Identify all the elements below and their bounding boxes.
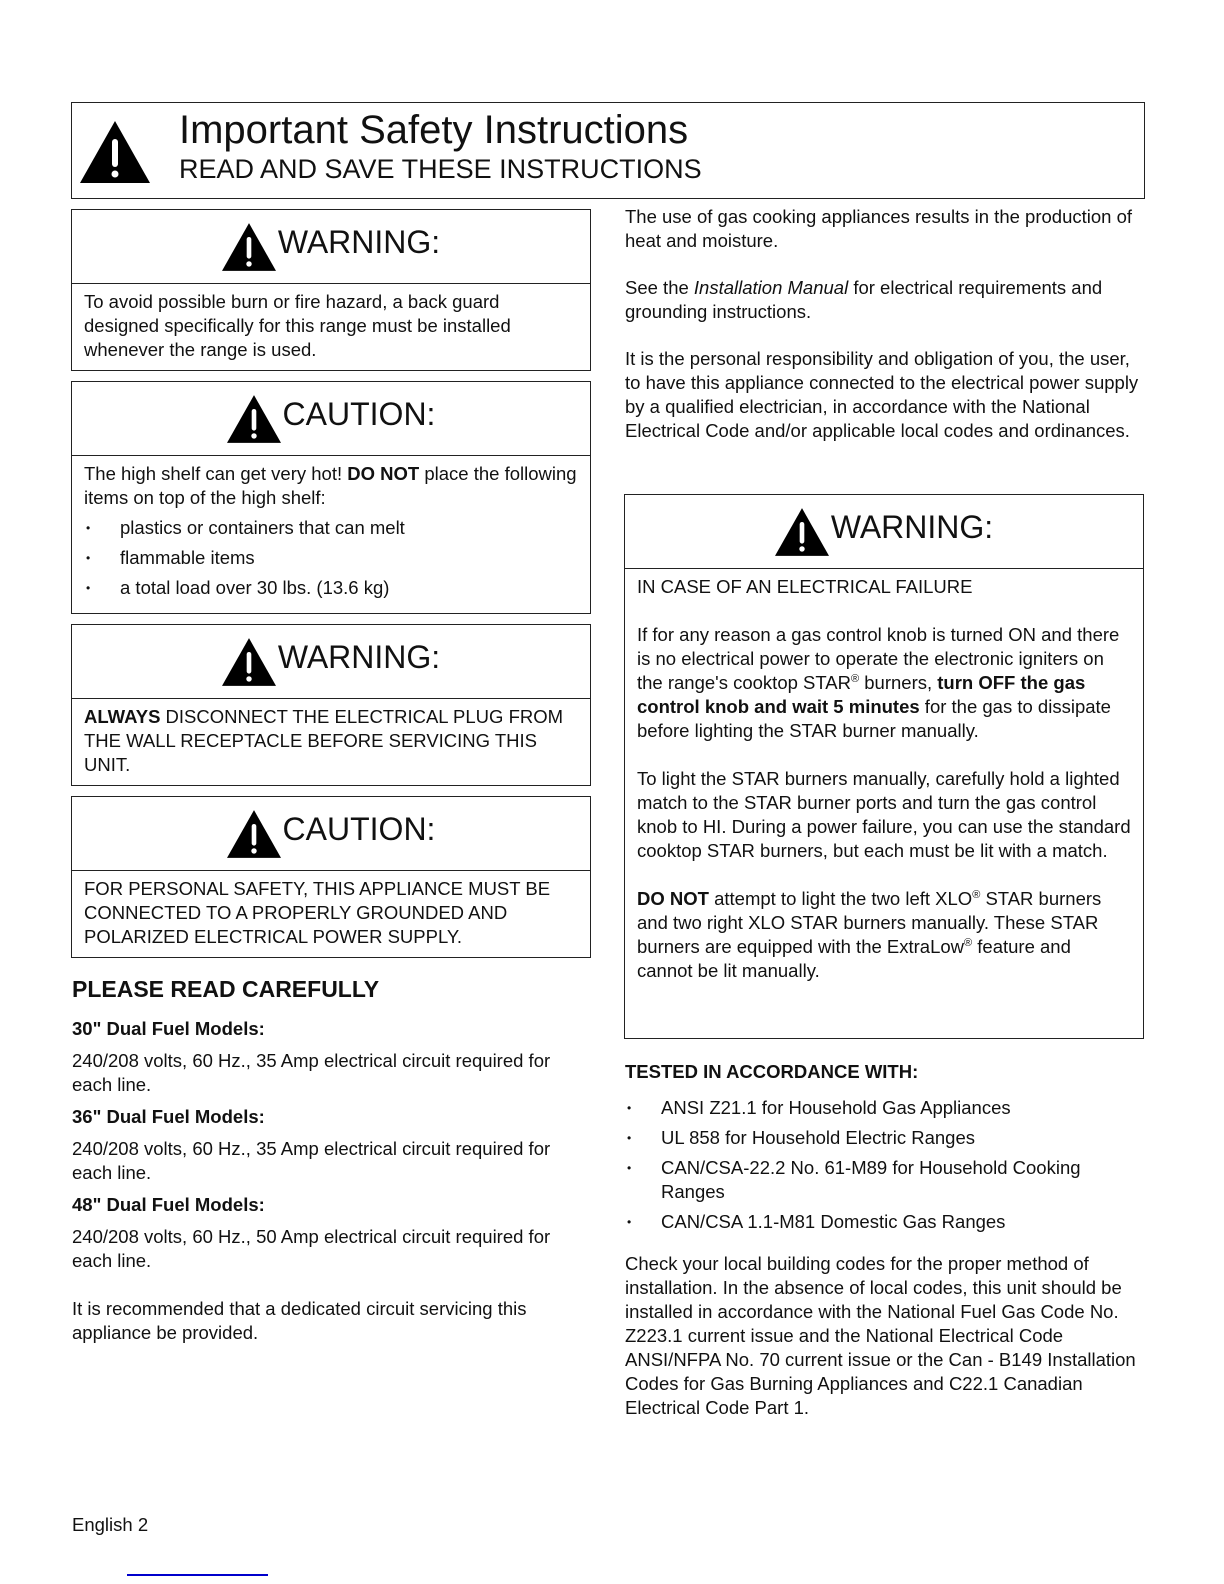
- paragraph: It is the personal responsibility and obligation of you, the user, to have this appliance connected to the electrical power supply by a qualified electrician, in accordance with the National Electrical Code and/or applicable local codes and ordinances.: [625, 348, 1139, 441]
- header-box: [71, 102, 1145, 199]
- standards-list: [625, 1096, 1145, 1234]
- caution-label: CAUTION:: [282, 395, 436, 432]
- list-item: • plastics or containers that can melt: [84, 516, 578, 540]
- warning-triangle-icon: [227, 809, 281, 859]
- list-item: • CAN/CSA-22.2 No. 61-M89 for Household Cooking Ranges: [625, 1156, 1145, 1204]
- caution-text: The high shelf can get very hot! DO NOT place the following items on top of the high shelf:: [84, 463, 577, 508]
- warning-text: To avoid possible burn or fire hazard, a back guard designed specifically for this range must be installed whenever the range is used.: [84, 291, 511, 360]
- warning-label: WARNING:: [830, 508, 994, 545]
- warning-box-disconnect: [71, 624, 591, 786]
- caution-text: FOR PERSONAL SAFETY, THIS APPLIANCE MUST BE CONNECTED TO A PROPERLY GROUNDED AND POLARIZED ELECTRICAL POWER SUPPLY.: [84, 878, 551, 947]
- model-title: 30" Dual Fuel Models:: [72, 1018, 265, 1039]
- section-heading: TESTED IN ACCORDANCE WITH:: [625, 1061, 919, 1082]
- list-item: • flammable items: [84, 546, 578, 570]
- recommendation-text: It is recommended that a dedicated circuit servicing this appliance be provided.: [72, 1298, 527, 1343]
- warning-triangle-icon: [222, 222, 276, 272]
- caution-list: [84, 516, 578, 600]
- page-subtitle: READ AND SAVE THESE INSTRUCTIONS: [179, 154, 702, 184]
- warning-triangle-icon: [775, 507, 829, 557]
- caution-box-grounding: [71, 796, 591, 958]
- list-item: • CAN/CSA 1.1-M81 Domestic Gas Ranges: [625, 1210, 1145, 1234]
- warning-box-electrical-failure: [624, 494, 1144, 1039]
- warning-label: WARNING:: [277, 223, 441, 260]
- please-read-section: [72, 975, 592, 1345]
- right-intro: [625, 205, 1145, 443]
- caution-label: CAUTION:: [282, 810, 436, 847]
- list-item: • UL 858 for Household Electric Ranges: [625, 1126, 1145, 1150]
- paragraph: To light the STAR burners manually, carefully hold a lighted match to the STAR burner ports and turn the gas control knob to HI. During a power failure, you can use the standard cooktop STAR burners, but each must be lit with a match.: [637, 768, 1131, 861]
- footer-rule: [127, 1574, 268, 1576]
- warning-triangle-icon: [222, 637, 276, 687]
- closing-paragraph: Check your local building codes for the proper method of installation. In the absence of local codes, this unit should be installed in accordance with the National Fuel Gas Code No. Z223.1 current issue and the National Electrical Code ANSI/NFPA No. 70 current issue or the Can - B149 Installation Codes for Gas Burning Appliances and C22.1 Canadian Electrical Code Part 1.: [625, 1253, 1136, 1418]
- model-title: 48" Dual Fuel Models:: [72, 1194, 265, 1215]
- warning-triangle-icon: [80, 121, 150, 183]
- warning-heading: IN CASE OF AN ELECTRICAL FAILURE: [637, 576, 973, 597]
- list-item: • a total load over 30 lbs. (13.6 kg): [84, 576, 578, 600]
- warning-box-back-guard: [71, 209, 591, 371]
- paragraph: If for any reason a gas control knob is turned ON and there is no electrical power to operate the electronic igniters on the range's cooktop STAR® burners, turn OFF the gas control knob and wait 5 minutes for the gas to dissipate before lighting the STAR burner manually.: [637, 624, 1120, 741]
- page-title: Important Safety Instructions: [179, 108, 689, 152]
- warning-text: ALWAYS DISCONNECT THE ELECTRICAL PLUG FROM THE WALL RECEPTACLE BEFORE SERVICING THIS UNIT.: [84, 706, 564, 775]
- paragraph: The use of gas cooking appliances results in the production of heat and moisture.: [625, 206, 1133, 251]
- model-text: 240/208 volts, 60 Hz., 50 Amp electrical circuit required for each line.: [72, 1226, 551, 1271]
- section-heading: PLEASE READ CAREFULLY: [72, 976, 380, 1002]
- tested-section: [625, 1060, 1145, 1420]
- warning-triangle-icon: [227, 394, 281, 444]
- warning-label: WARNING:: [277, 638, 441, 675]
- paragraph: DO NOT attempt to light the two left XLO® STAR burners and two right XLO STAR burners manually. These STAR burners are equipped with the ExtraLow® feature and cannot be lit manually.: [637, 888, 1102, 981]
- caution-box-high-shelf: [71, 381, 591, 614]
- model-text: 240/208 volts, 60 Hz., 35 Amp electrical circuit required for each line.: [72, 1138, 551, 1183]
- model-text: 240/208 volts, 60 Hz., 35 Amp electrical circuit required for each line.: [72, 1050, 551, 1095]
- paragraph: See the Installation Manual for electrical requirements and grounding instructions.: [625, 277, 1103, 322]
- list-item: • ANSI Z21.1 for Household Gas Appliances: [625, 1096, 1145, 1120]
- model-title: 36" Dual Fuel Models:: [72, 1106, 265, 1127]
- page-number: English 2: [72, 1514, 149, 1535]
